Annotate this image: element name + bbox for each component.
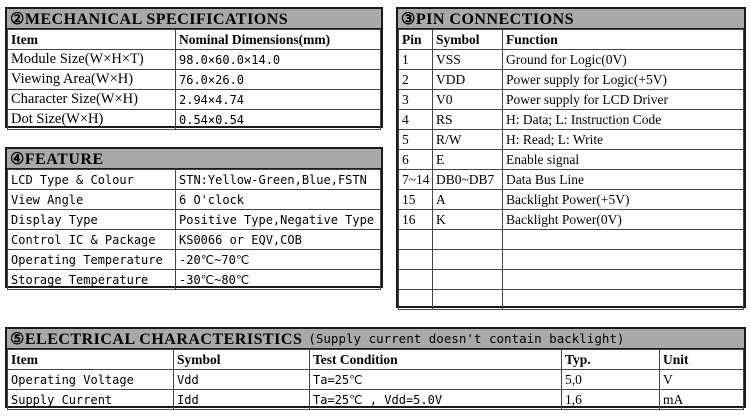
feature-item: Display Type — [8, 210, 176, 230]
pin-number: 6 — [399, 150, 433, 170]
empty-row — [399, 270, 744, 290]
table-row — [8, 110, 381, 130]
table-row — [399, 90, 744, 110]
mech-item: Viewing Area(W×H) — [8, 70, 176, 90]
elec-unit: V — [660, 370, 744, 390]
table-row — [399, 70, 744, 90]
feature-value: 6 O'clock — [176, 190, 381, 210]
header-symbol: Symbol — [174, 350, 310, 370]
header-test-condition: Test Condition — [310, 350, 562, 370]
pin-function: Backlight Power(0V) — [503, 210, 744, 230]
electrical-subtitle: (Supply current doesn't contain backlight) — [308, 331, 625, 346]
empty-row — [399, 250, 744, 270]
feature-item: Storage Temperature — [8, 270, 176, 290]
elec-test-condition: Ta=25℃ , Vdd=5.0V — [310, 390, 562, 410]
pin-symbol: DB0~DB7 — [433, 170, 503, 190]
table-row — [8, 170, 381, 190]
table-row — [8, 230, 381, 250]
table-row — [8, 90, 381, 110]
electrical-title: ⑤ELECTRICAL CHARACTERISTICS — [10, 330, 303, 348]
pin-symbol: V0 — [433, 90, 503, 110]
pin-function: Backlight Power(+5V) — [503, 190, 744, 210]
pin-function: Enable signal — [503, 150, 744, 170]
mechanical-title: ②MECHANICAL SPECIFICATIONS — [7, 9, 381, 29]
pin-number: 1 — [399, 50, 433, 70]
pin-symbol: A — [433, 190, 503, 210]
table-row — [399, 170, 744, 190]
table-row — [399, 190, 744, 210]
feature-value: -30℃~80℃ — [176, 270, 381, 290]
pins-title: ③PIN CONNECTIONS — [398, 9, 744, 29]
feature-item: Control IC & Package — [8, 230, 176, 250]
table-row — [399, 110, 744, 130]
header-symbol: Symbol — [433, 30, 503, 50]
mech-value: 98.0×60.0×14.0 — [176, 50, 381, 70]
mech-value: 76.0×26.0 — [176, 70, 381, 90]
feature-value: Positive Type,Negative Type — [176, 210, 381, 230]
mech-item: Character Size(W×H) — [8, 90, 176, 110]
feature-item: LCD Type & Colour — [8, 170, 176, 190]
elec-symbol: Vdd — [174, 370, 310, 390]
pins-table — [398, 29, 744, 310]
empty-row — [399, 230, 744, 250]
feature-title: ④FEATURE — [7, 149, 381, 169]
table-row — [8, 50, 381, 70]
table-row — [399, 210, 744, 230]
pin-number: 4 — [399, 110, 433, 130]
table-row — [8, 370, 744, 390]
pin-number: 15 — [399, 190, 433, 210]
header-typ: Typ. — [562, 350, 660, 370]
pin-function: Data Bus Line — [503, 170, 744, 190]
feature-item: View Angle — [8, 190, 176, 210]
table-header-row — [8, 30, 381, 50]
table-header-row — [399, 30, 744, 50]
pin-symbol: R/W — [433, 130, 503, 150]
table-row — [8, 250, 381, 270]
pin-symbol: E — [433, 150, 503, 170]
header-item: Item — [8, 350, 174, 370]
table-row — [8, 190, 381, 210]
elec-typ: 5,0 — [562, 370, 660, 390]
header-function: Function — [503, 30, 744, 50]
pin-function: Power supply for Logic(+5V) — [503, 70, 744, 90]
pin-number: 7~14 — [399, 170, 433, 190]
feature-value: -20℃~70℃ — [176, 250, 381, 270]
pin-symbol: RS — [433, 110, 503, 130]
pin-symbol: K — [433, 210, 503, 230]
elec-unit: mA — [660, 390, 744, 410]
table-header-row — [8, 350, 744, 370]
electrical-title-bar — [7, 329, 744, 349]
elec-item: Supply Current — [8, 390, 174, 410]
elec-item: Operating Voltage — [8, 370, 174, 390]
pin-function: Power supply for LCD Driver — [503, 90, 744, 110]
table-row — [8, 210, 381, 230]
table-row — [8, 270, 381, 290]
electrical-characteristics-panel — [5, 327, 746, 408]
mech-value: 2.94×4.74 — [176, 90, 381, 110]
pin-number: 5 — [399, 130, 433, 150]
elec-test-condition: Ta=25℃ — [310, 370, 562, 390]
pin-symbol: VDD — [433, 70, 503, 90]
pin-function: Ground for Logic(0V) — [503, 50, 744, 70]
table-row — [399, 130, 744, 150]
empty-row — [399, 290, 744, 310]
header-nominal-dimensions: Nominal Dimensions(mm) — [176, 30, 381, 50]
pin-function: H: Data; L: Instruction Code — [503, 110, 744, 130]
table-row — [8, 390, 744, 410]
mech-item: Module Size(W×H×T) — [8, 50, 176, 70]
mechanical-table — [7, 29, 381, 130]
feature-panel — [5, 147, 383, 288]
header-item: Item — [8, 30, 176, 50]
table-row — [399, 150, 744, 170]
header-unit: Unit — [660, 350, 744, 370]
header-pin: Pin — [399, 30, 433, 50]
feature-table — [7, 169, 381, 290]
pin-function: H: Read; L: Write — [503, 130, 744, 150]
mech-value: 0.54×0.54 — [176, 110, 381, 130]
pin-number: 3 — [399, 90, 433, 110]
table-row — [399, 50, 744, 70]
feature-value: KS0066 or EQV,COB — [176, 230, 381, 250]
pin-symbol: VSS — [433, 50, 503, 70]
pin-number: 16 — [399, 210, 433, 230]
mech-item: Dot Size(W×H) — [8, 110, 176, 130]
feature-value: STN:Yellow-Green,Blue,FSTN — [176, 170, 381, 190]
elec-symbol: Idd — [174, 390, 310, 410]
elec-typ: 1,6 — [562, 390, 660, 410]
mechanical-specifications-panel — [5, 7, 383, 128]
pin-connections-panel — [396, 7, 746, 308]
table-row — [8, 70, 381, 90]
feature-item: Operating Temperature — [8, 250, 176, 270]
pin-number: 2 — [399, 70, 433, 90]
electrical-table — [7, 349, 744, 410]
